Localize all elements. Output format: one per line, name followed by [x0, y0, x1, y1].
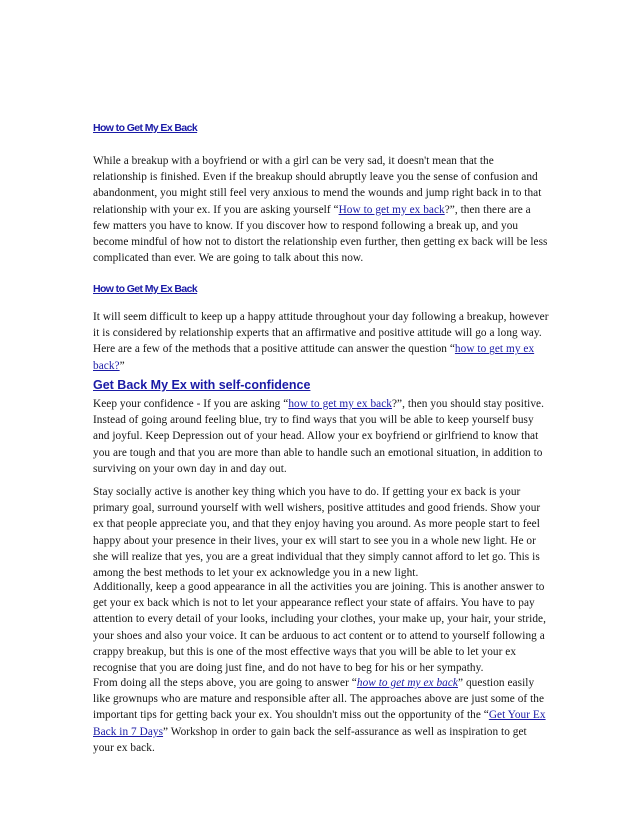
appearance-paragraph: Additionally, keep a good appearance in all the activities you are joining. This is another answer to get your ex back which is not to let your appearance reflect your state of affairs. You have to pay attention to every detail of your looks, including your clothes, your make up, your hair, your stride, your shoes and also your voice. It can be arduous to act content or to attend to yourself following a crappy breakup, but this is one of the most effective ways that you will be able to let your ex recognise that you are doing just fine, and do not have to beg for his or her sympathy. [93, 581, 546, 675]
attitude-text-start: It will seem difficult to keep up a happy attitude throughout your day following a breakup, however it is considered by relationship experts that an affirmative and positive attitude will go a long way. Here are a few of the methods that a positive attitude can answer the question “ [93, 311, 549, 356]
confidence-paragraph [93, 396, 549, 477]
confidence-text-start: Keep your confidence - If you are asking “ [93, 398, 289, 410]
conclusion-link-how-to[interactable]: how to get my ex back [356, 677, 458, 689]
attitude-text-end: ” [119, 359, 125, 372]
intro-link[interactable]: How to get my ex back [338, 203, 445, 216]
section-heading-self-confidence[interactable]: Get Back My Ex with self-confidence [93, 378, 311, 392]
attitude-paragraph [93, 309, 549, 374]
subtitle-link-how-to-get-my-ex-back[interactable]: How to Get My Ex Back [93, 283, 198, 295]
intro-paragraph [93, 153, 549, 266]
title-link-how-to-get-my-ex-back[interactable]: How to Get My Ex Back [93, 122, 198, 134]
intro-text-start: While a breakup with a boyfriend or with a girl can be very sad, it doesn't mean that the relationship is finished. Even if the breakup should abruptly leave you the sense of confusion and abandonment, you might still feel very anxious to mend the wounds and jump right back in to that relationship with your ex. If you are asking yourself “ [93, 155, 542, 216]
conclusion-text-middle: ” question easily like grownups who are mature and responsible after all. The approaches above are just some of the important tips for getting back your ex. You shouldn't miss out the opportunity of the “ [93, 677, 545, 722]
conclusion-text-start: From doing all the steps above, you are going to answer “ [93, 677, 357, 689]
social-paragraph: Stay socially active is another key thing which you have to do. If getting your ex back is your primary goal, surround yourself with well wishers, positive attitudes and good friends. Show your ex that people appreciate you, and that they enjoy having you around. As more people start to feel happy about your presence in their lives, your ex will start to see you in a whole new light. He or she will realize that yes, you are a great individual that they simply cannot afford to let go. This is among the best methods to let your ex acknowledge you in a new light. [93, 486, 541, 580]
attitude-link[interactable]: how to get my ex back? [93, 343, 535, 372]
confidence-link[interactable]: how to get my ex back [288, 398, 392, 410]
conclusion-paragraph [93, 675, 549, 756]
intro-text-end: ?”, then there are a few matters you have to know. If you discover how to respond following a break up, and you become mindful of how not to distort the relationship even further, then getting ex back will be less complicated than ever. We are going to talk about this now. [93, 203, 548, 265]
conclusion-text-end: ” Workshop in order to gain back the self-assurance as well as inspiration to get your ex back. [93, 725, 527, 754]
workshop-link[interactable]: Get Your Ex Back in 7 Days [93, 709, 546, 738]
confidence-text-end: ?”, then you should stay positive. Instead of going around feeling blue, try to find ways that you will be able to keep yourself busy and joyful. Keep Depression out of your head. Allow your ex boyfriend or girlfriend to know that you are tough and that you are more than able to handle such an emotional situation, in addition to surviving on your own day in and day out. [93, 398, 544, 475]
